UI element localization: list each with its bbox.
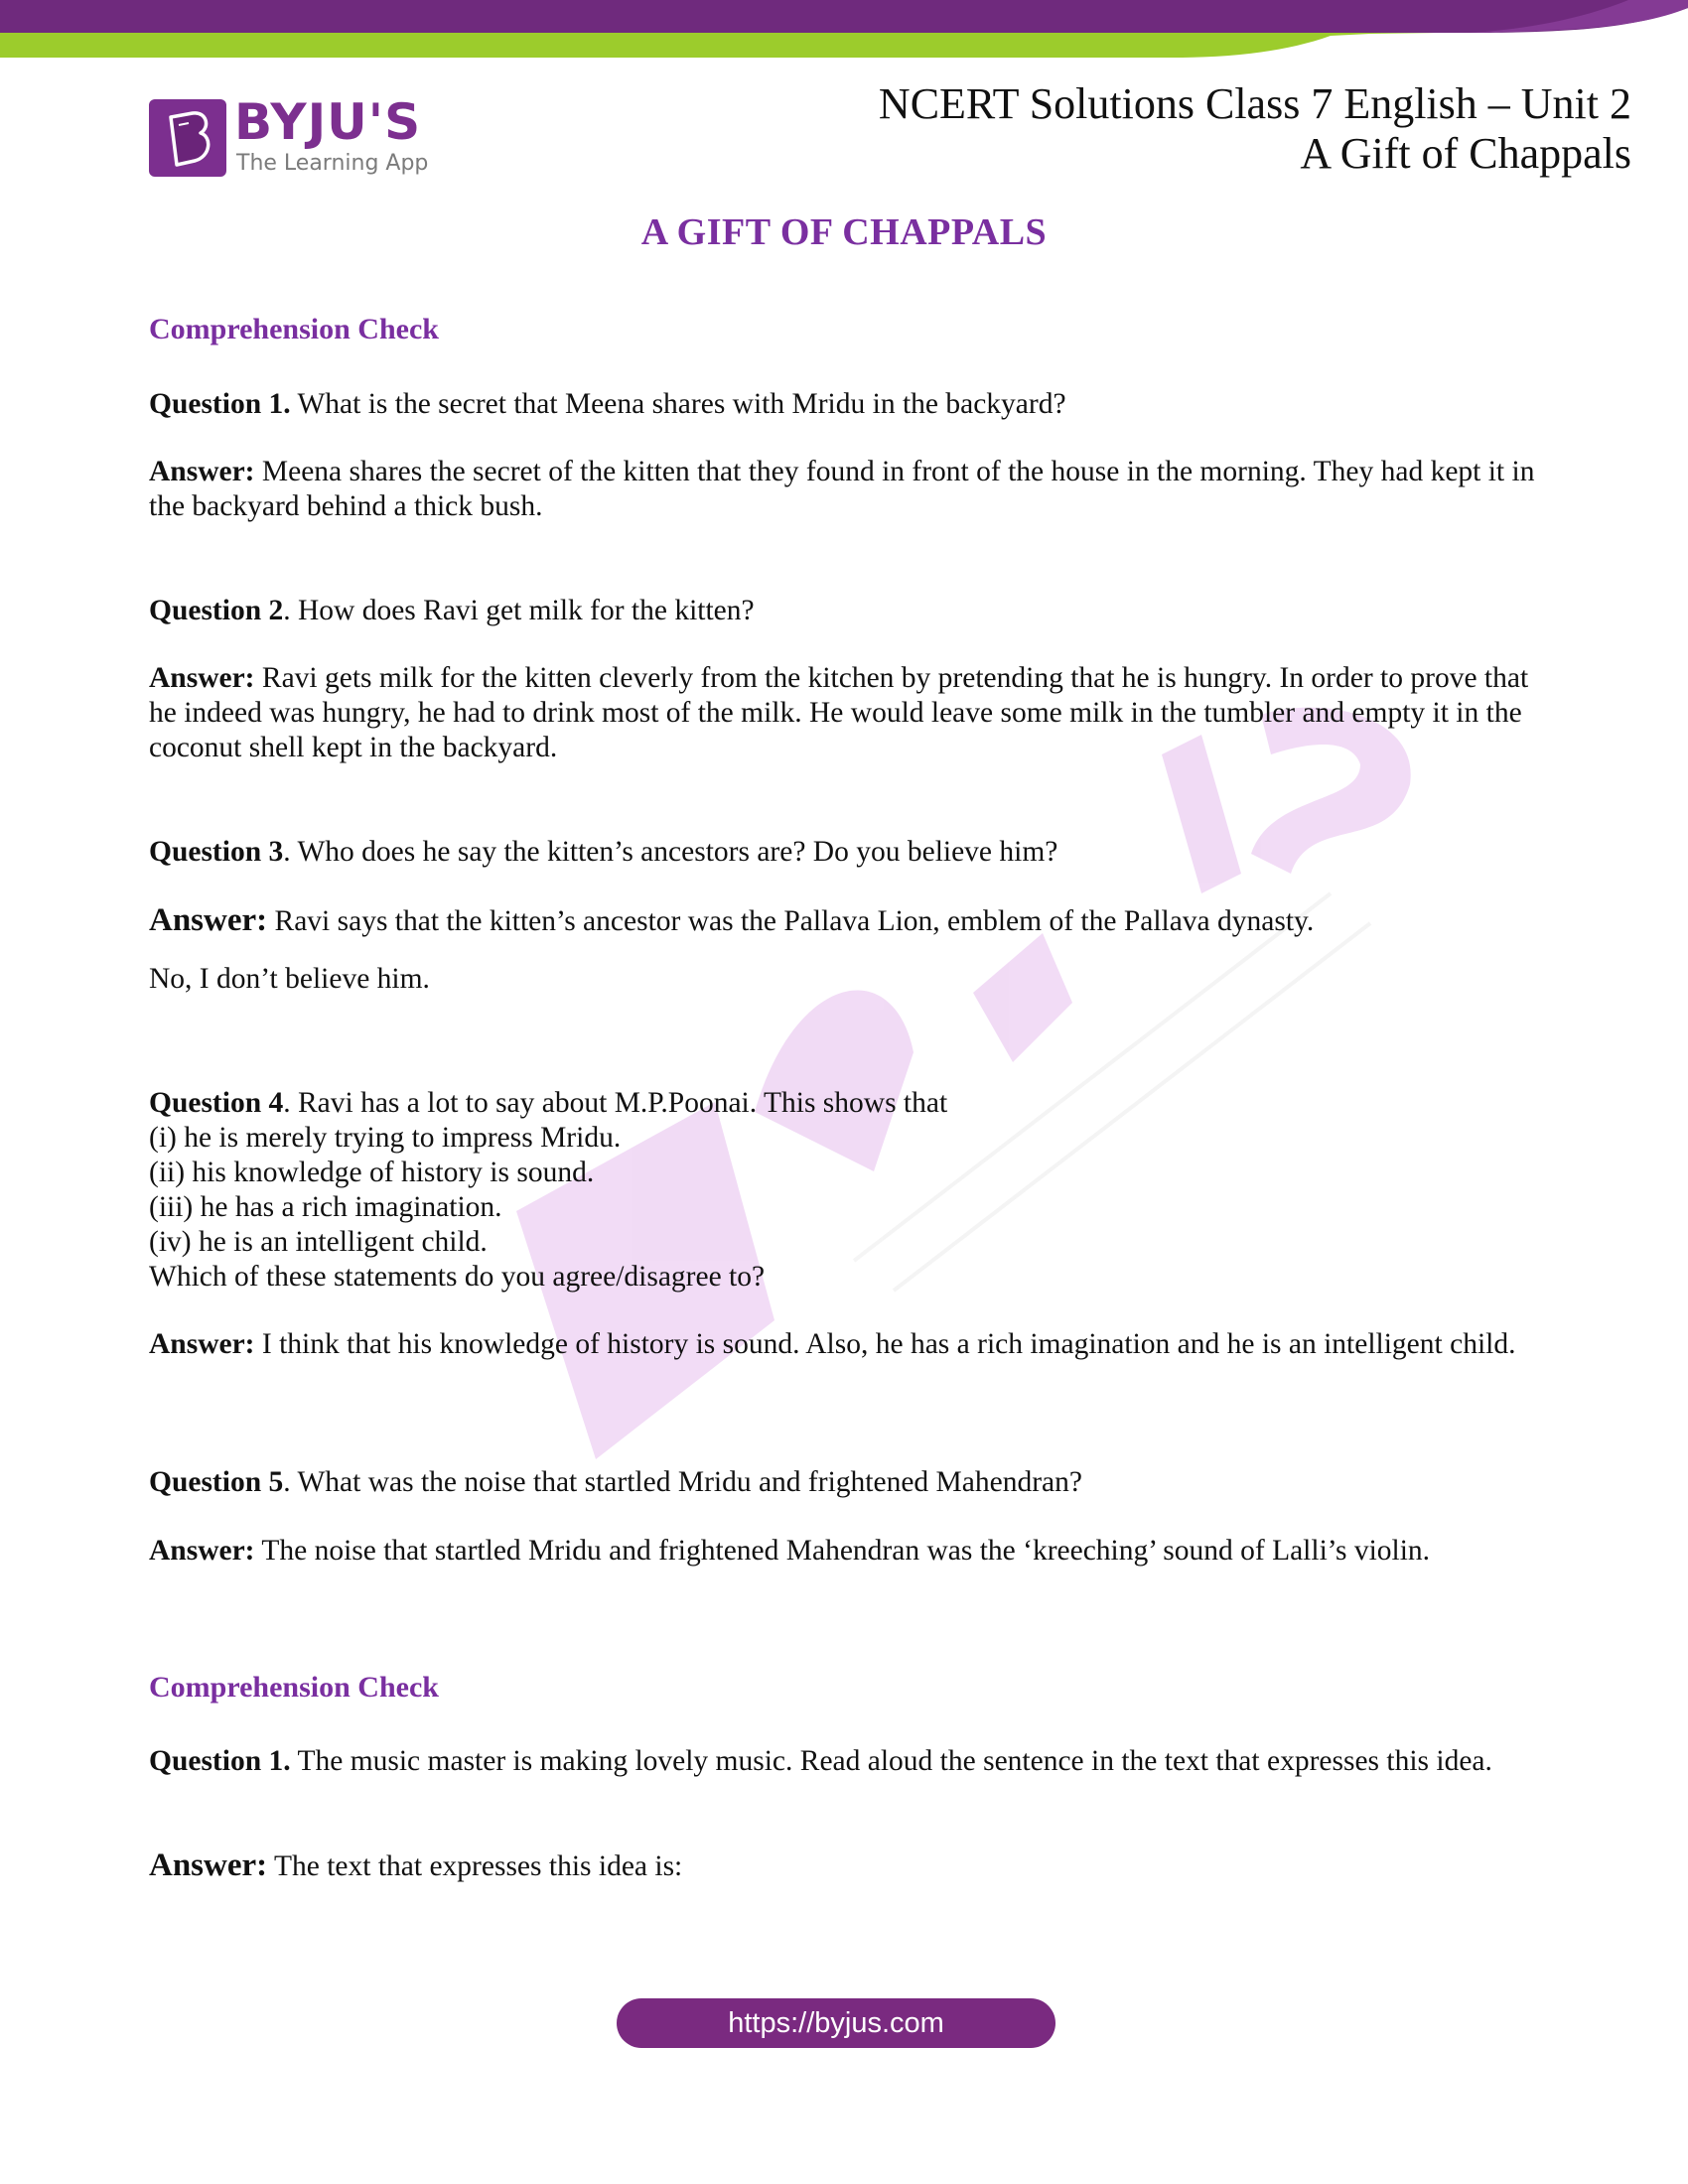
answer-text: Ravi gets milk for the kitten cleverly from the kitchen by pretending that he is hungry. In order to prove that he indeed was hungry, he had to drink most of the milk. He would leave some milk in the tumbler and empty it in the coconut shell kept in the backyard.	[149, 662, 1529, 763]
question-3	[149, 835, 1539, 870]
question-label: Question 5	[149, 1466, 284, 1498]
answer-2	[149, 661, 1539, 765]
answer-text: I think that his knowledge of history is sound. Also, he has a rich imagination and he is an intelligent child.	[254, 1328, 1516, 1360]
answer-text: The text that expresses this idea is:	[267, 1850, 683, 1882]
question-2	[149, 594, 1539, 628]
answer-label: Answer:	[149, 902, 268, 938]
logo-tagline: The Learning App	[236, 151, 429, 176]
answer-label: Answer:	[149, 456, 255, 487]
answer-text: The noise that startled Mridu and frightened Mahendran was the ‘kreeching’ sound of Lalli’s violin.	[254, 1535, 1431, 1567]
question-text: . Who does he say the kitten’s ancestors are? Do you believe him?	[283, 836, 1058, 868]
section-heading: Comprehension Check	[149, 313, 439, 345]
answer-label: Answer:	[149, 1328, 255, 1360]
question-label: Question 1.	[149, 388, 291, 420]
question-label: Question 1.	[149, 1745, 291, 1777]
byjus-logo	[149, 93, 432, 181]
question-1	[149, 387, 1539, 422]
question-text: . Ravi has a lot to say about M.P.Poonai. This shows that	[283, 1087, 948, 1119]
page-header	[0, 0, 1688, 199]
answer-1-section-2	[149, 1848, 1539, 1884]
question-text: The music master is making lovely music. Read aloud the sentence in the text that expresses this idea.	[290, 1745, 1492, 1777]
page-title: A GIFT OF CHAPPALS	[640, 211, 1048, 253]
logo-brand-text: BYJU'S	[234, 93, 422, 151]
answer-4	[149, 1327, 1539, 1362]
document-title	[879, 79, 1631, 179]
answer-label: Answer:	[149, 1847, 268, 1883]
option-iii: (iii) he has a rich imagination.	[149, 1191, 502, 1223]
option-iv: (iv) he is an intelligent child.	[149, 1226, 488, 1258]
answer-text: Ravi says that the kitten’s ancestor was the Pallava Lion, emblem of the Pallava dynasty.	[267, 905, 1315, 937]
question-label: Question 4	[149, 1087, 284, 1119]
option-i: (i) he is merely trying to impress Mridu.	[149, 1122, 622, 1154]
section-heading: Comprehension Check	[149, 1671, 439, 1704]
question-label: Question 3	[149, 836, 284, 868]
answer-3-extra: No, I don’t believe him.	[149, 963, 430, 995]
footer-website-link[interactable]: https://byjus.com	[617, 1998, 1055, 2048]
answer-label: Answer:	[149, 1535, 255, 1567]
option-ii: (ii) his knowledge of history is sound.	[149, 1157, 595, 1188]
answer-1	[149, 455, 1539, 524]
question-text: . What was the noise that startled Mridu and frightened Mahendran?	[283, 1466, 1082, 1498]
question-label: Question 2	[149, 595, 284, 626]
question-1-section-2	[149, 1744, 1539, 1779]
question-text: What is the secret that Meena shares with Mridu in the backyard?	[290, 388, 1066, 420]
document-title-line-1: NCERT Solutions Class 7 English – Unit 2	[878, 79, 1631, 128]
question-4	[149, 1086, 1539, 1295]
question-text: . How does Ravi get milk for the kitten?	[283, 595, 755, 626]
answer-label: Answer:	[149, 662, 255, 694]
answer-3	[149, 903, 1539, 939]
question-followup: Which of these statements do you agree/disagree to?	[149, 1261, 766, 1293]
byjus-b-logo-icon	[149, 99, 226, 177]
question-5	[149, 1465, 1539, 1500]
answer-text: Meena shares the secret of the kitten that they found in front of the house in the morning. They had kept it in the backyard behind a thick bush.	[149, 456, 1535, 522]
answer-5	[149, 1534, 1539, 1569]
document-title-line-2: A Gift of Chappals	[1300, 129, 1631, 178]
